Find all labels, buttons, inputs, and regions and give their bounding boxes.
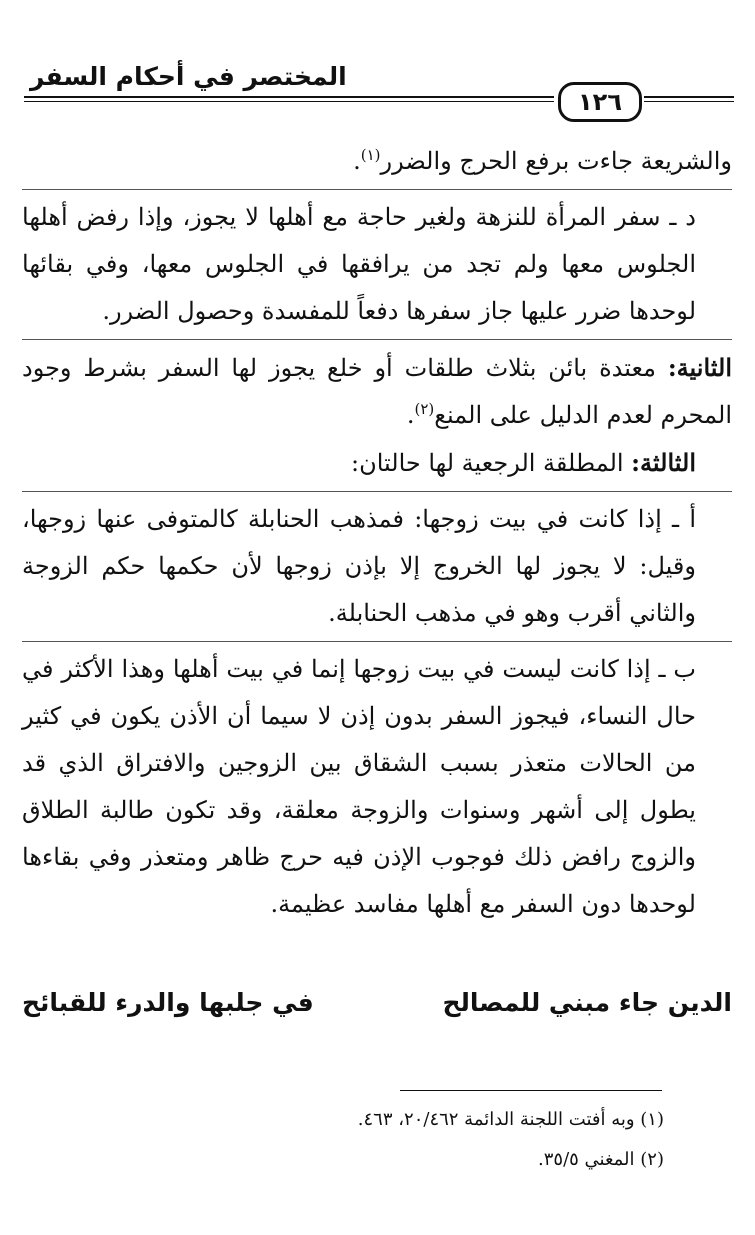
header-rule-right xyxy=(644,96,734,98)
paragraph-3-text: معتدة بائن بثلاث طلقات أو خلع يجوز لها السفر بشرط وجود المحرم لعدم الدليل على المنع xyxy=(22,354,732,429)
paragraph-divider xyxy=(22,491,732,492)
paragraph-3 xyxy=(22,344,732,439)
paragraph-2: د ـ سفر المرأة للنزهة ولغير حاجة مع أهلها لا يجوز، وإذا رفض أهلها الجلوس معها ولم تجد من يرافقها في الجلوس معها، وفي بقائها لوحدها ضرر عليها جاز سفرها دفعاً للمفسدة وحصول الضرر. xyxy=(22,203,696,325)
paragraph-divider xyxy=(22,339,732,340)
footnote-ref-1[interactable]: (١) xyxy=(360,146,381,164)
paragraph-4-text: المطلقة الرجعية لها حالتان: xyxy=(351,449,632,477)
paragraph-3-end: . xyxy=(406,401,415,429)
paragraph-5: أ ـ إذا كانت في بيت زوجها: فمذهب الحنابلة كالمتوفى عنها زوجها، وقيل: لا يجوز لها الخروج إلا بإذن زوجها لأن حكمها حكم الزوجة والثاني أقرب وهو في مذهب الحنابلة. xyxy=(22,505,696,627)
paragraph-3-lead: الثانية: xyxy=(667,353,732,382)
page-header xyxy=(24,60,734,130)
header-rule xyxy=(24,96,554,98)
paragraph-1 xyxy=(22,138,732,185)
paragraph-1-end: . xyxy=(353,147,361,175)
page-number: ١٢٦ xyxy=(558,82,642,122)
paragraph-divider xyxy=(22,641,732,642)
header-rule-thin xyxy=(24,101,554,102)
poem-hemistich-1: الدين جاء مبني للمصالح xyxy=(442,988,732,1017)
footnote-2: (٢) المغني ٣٥/٥. xyxy=(538,1149,664,1170)
running-title: المختصر في أحكام السفر xyxy=(30,62,347,91)
footnote-1: (١) وبه أفتت اللجنة الدائمة ٢٠/٤٦٢، ٤٦٣. xyxy=(357,1109,664,1130)
header-rule-right-thin xyxy=(644,101,734,102)
paragraph-4 xyxy=(22,439,732,487)
paragraph-4-lead: الثالثة: xyxy=(631,448,696,477)
poem-hemistich-2: في جلبها والدرء للقبائح xyxy=(22,988,314,1017)
footnote-ref-2[interactable]: (٢) xyxy=(414,400,435,418)
paragraph-6: ب ـ إذا كانت ليست في بيت زوجها إنما في بيت أهلها وهذا الأكثر في حال النساء، فيجوز السفر بدون إذن لا سيما أن الأذن يكون في كثير من الحالات متعذر بسبب الشقاق بين الزوجين والافتراق الذي قد يطول إلى أشهر وسنوات والزوجة معلقة، وقد تكون طالبة الطلاق والزوج رافض ذلك فوجوب الإذن فيه حرج ظاهر ومتعذر وفي بقاءها لوحدها دون السفر مع أهلها مفاسد عظيمة. xyxy=(22,655,696,918)
paragraph-divider xyxy=(22,189,732,190)
footnote-separator xyxy=(400,1090,662,1091)
paragraph-1-text: والشريعة جاءت برفع الحرج والضرر xyxy=(380,147,732,175)
footnotes xyxy=(22,1100,664,1180)
body-text xyxy=(22,138,732,928)
poem-verse xyxy=(22,988,732,1017)
